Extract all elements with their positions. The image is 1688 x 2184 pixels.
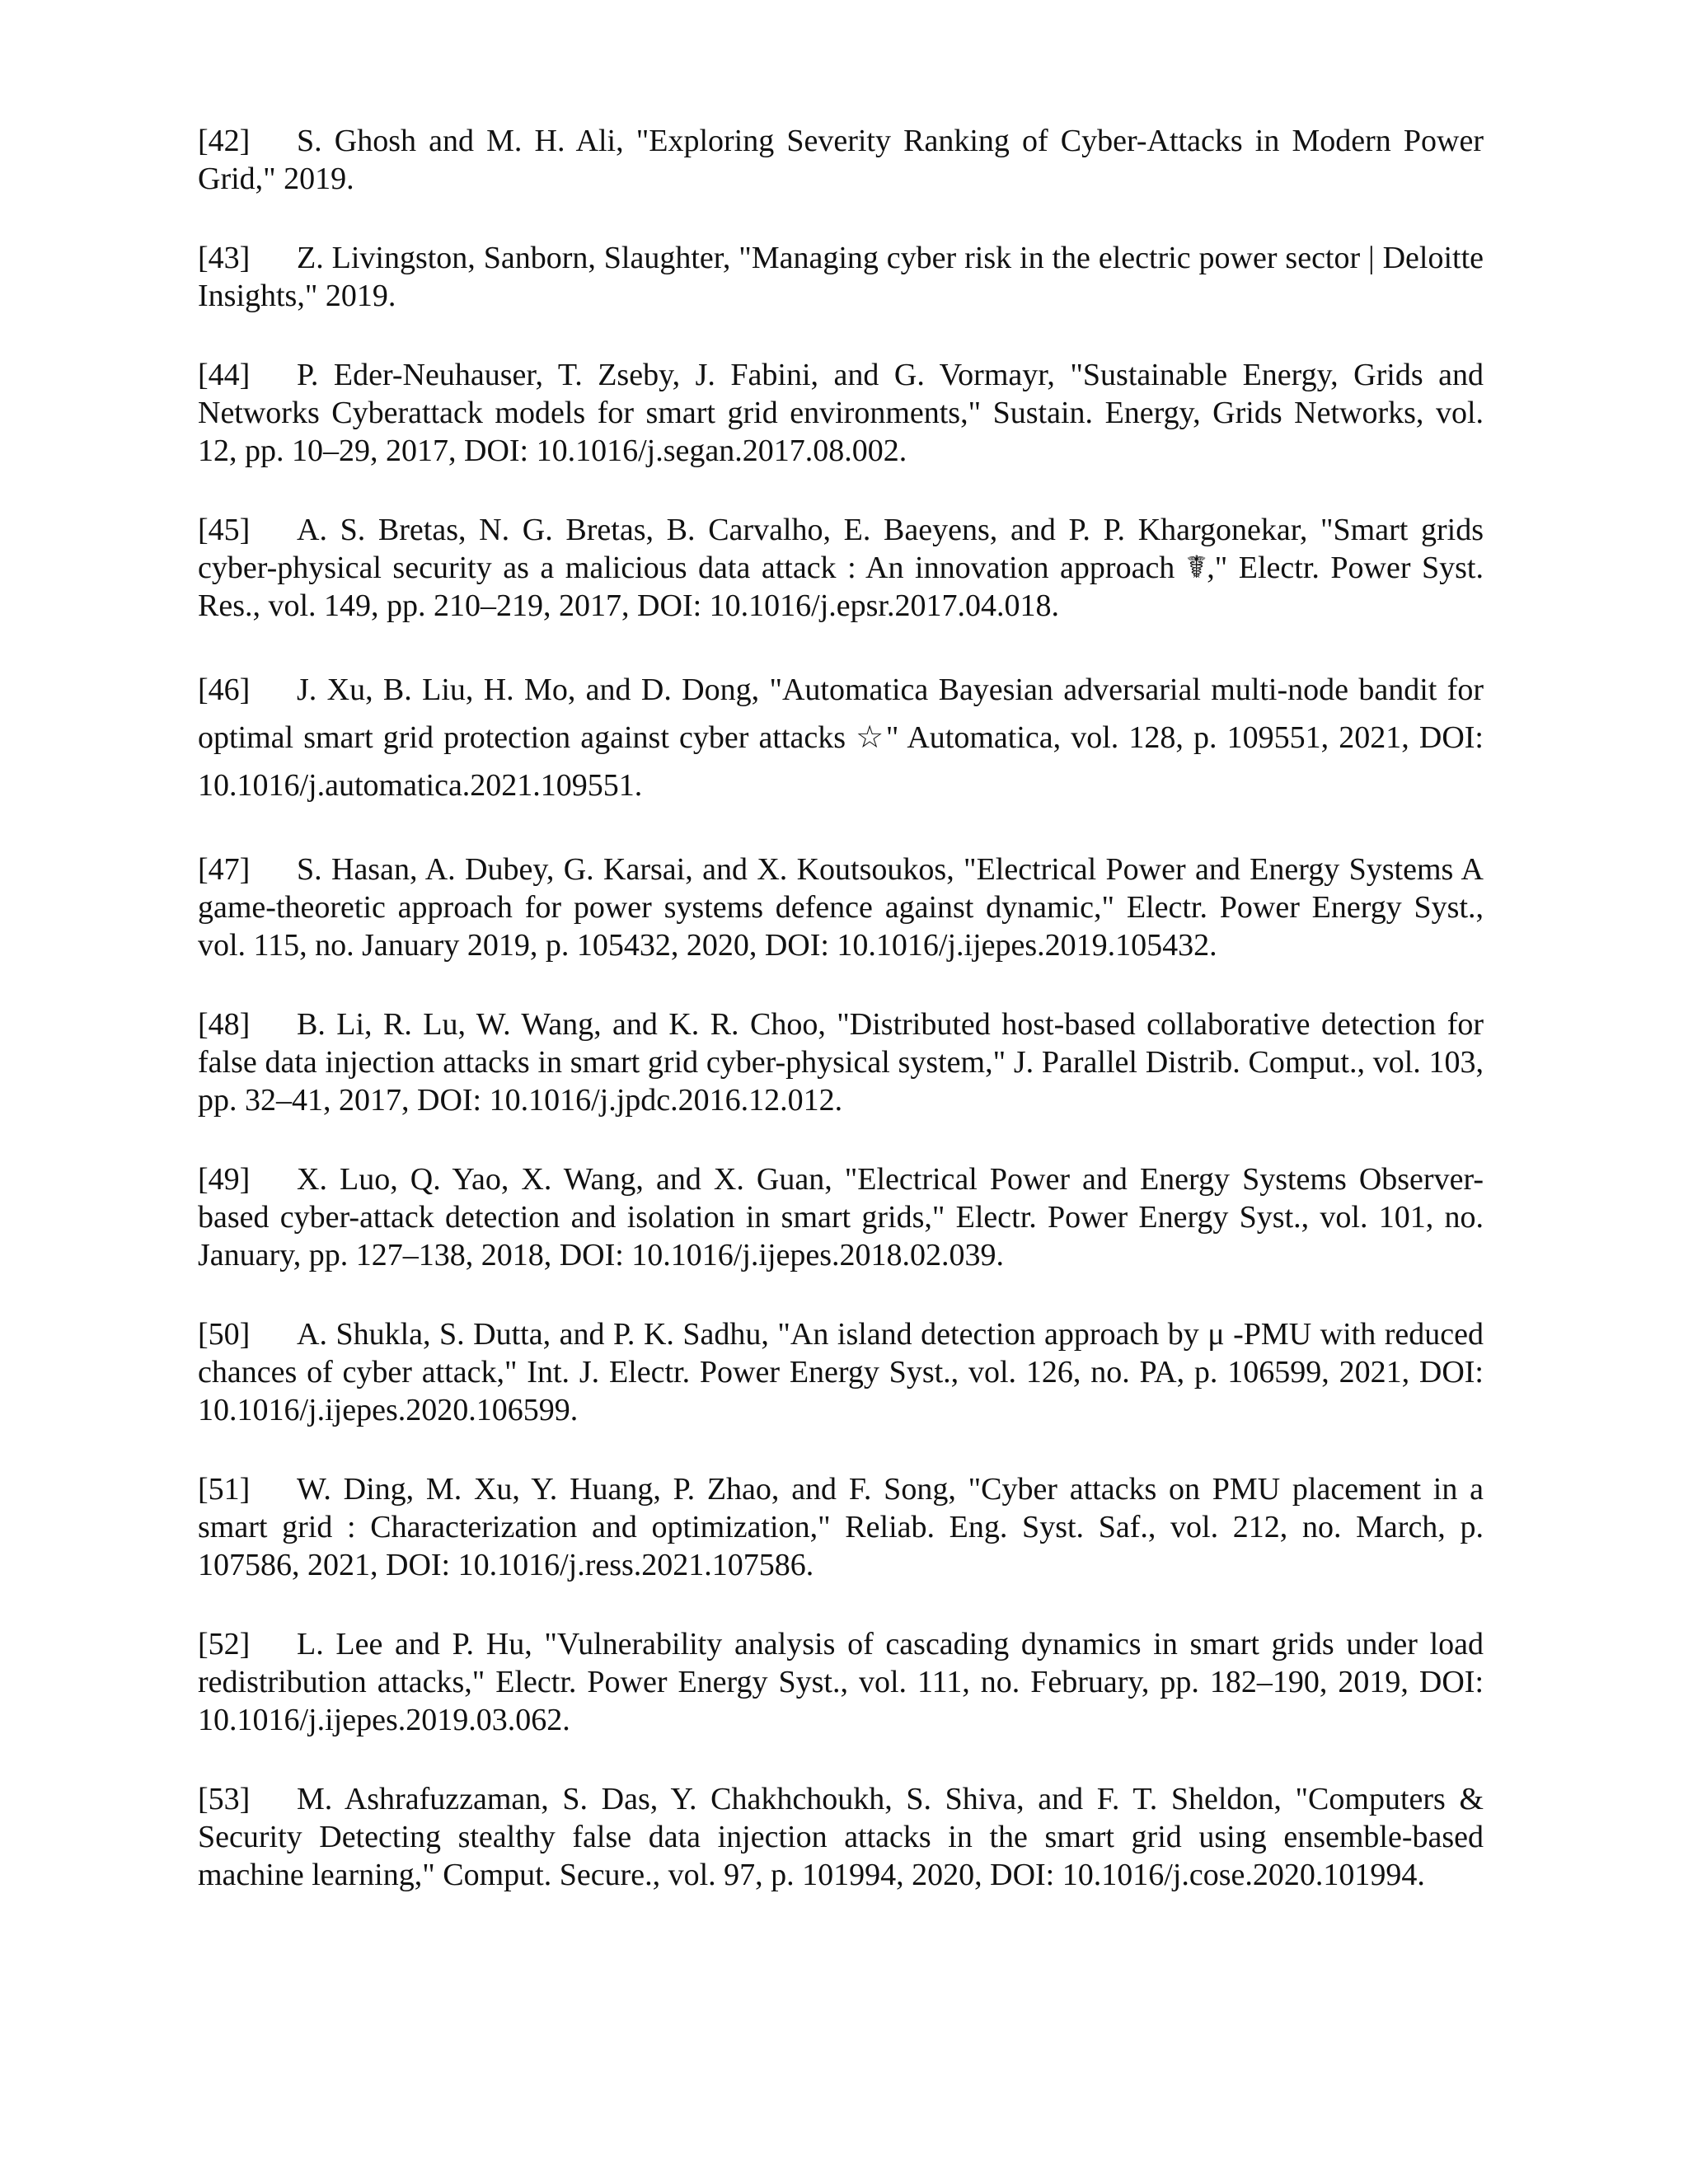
- reference-number: [50]: [198, 1317, 251, 1352]
- reference-item: [198, 356, 1484, 470]
- reference-text: W. Ding, M. Xu, Y. Huang, P. Zhao, and F. Song, "Cyber attacks on PMU placement in a smart grid : Characterization and optimization," Reliab. Eng. Syst. Saf., vol. 212, no. March, p. 107586, 2021, DOI: 10.1016/j.ress.2021.107586.: [198, 1472, 1484, 1582]
- reference-number: [51]: [198, 1472, 251, 1507]
- reference-number: [47]: [198, 852, 251, 887]
- reference-number: [48]: [198, 1007, 251, 1042]
- reference-text: S. Ghosh and M. H. Ali, "Exploring Severity Ranking of Cyber-Attacks in Modern Power Grid," 2019.: [198, 124, 1484, 196]
- reference-number: [44]: [198, 358, 251, 392]
- reference-text: L. Lee and P. Hu, "Vulnerability analysis of cascading dynamics in smart grids under load redistribution attacks," Electr. Power Energy Syst., vol. 111, no. February, pp. 182–190, 2019, DOI: 10.1016/j.ijepes.2019.03.062.: [198, 1627, 1484, 1737]
- reference-item: [198, 511, 1484, 625]
- reference-item: [198, 1470, 1484, 1584]
- reference-text: S. Hasan, A. Dubey, G. Karsai, and X. Koutsoukos, "Electrical Power and Energy Systems A game-theoretic approach for power systems defence against dynamic," Electr. Power Energy Syst., vol. 115, no. January 2019, p. 105432, 2020, DOI: 10.1016/j.ijepes.2019.105432.: [198, 852, 1484, 963]
- reference-item: [198, 1780, 1484, 1894]
- reference-text: A. Shukla, S. Dutta, and P. K. Sadhu, "An island detection approach by μ -PMU with reduced chances of cyber attack," Int. J. Electr. Power Energy Syst., vol. 126, no. PA, p. 106599, 2021, DOI: 10.1016/j.ijepes.2020.106599.: [198, 1317, 1484, 1427]
- reference-item: [198, 239, 1484, 315]
- reference-number: [42]: [198, 124, 251, 158]
- reference-text: X. Luo, Q. Yao, X. Wang, and X. Guan, "Electrical Power and Energy Systems Observer-based cyber-attack detection and isolation in smart grids," Electr. Power Energy Syst., vol. 101, no. January, pp. 127–138, 2018, DOI: 10.1016/j.ijepes.2018.02.039.: [198, 1162, 1484, 1272]
- reference-item: [198, 1005, 1484, 1119]
- reference-number: [53]: [198, 1782, 251, 1816]
- reference-item: [198, 1160, 1484, 1274]
- reference-number: [43]: [198, 241, 251, 275]
- reference-item: [198, 851, 1484, 964]
- reference-number: [45]: [198, 513, 251, 547]
- reference-item: [198, 1315, 1484, 1429]
- reference-number: [49]: [198, 1162, 251, 1197]
- reference-item: [198, 666, 1484, 809]
- reference-list: [198, 122, 1484, 1935]
- reference-text: Z. Livingston, Sanborn, Slaughter, "Managing cyber risk in the electric power sector | Deloitte Insights," 2019.: [198, 241, 1484, 313]
- reference-text: B. Li, R. Lu, W. Wang, and K. R. Choo, "Distributed host-based collaborative detection for false data injection attacks in smart grid cyber-physical system," J. Parallel Distrib. Comput., vol. 103, pp. 32–41, 2017, DOI: 10.1016/j.jpdc.2016.12.012.: [198, 1007, 1484, 1118]
- reference-item: [198, 122, 1484, 198]
- reference-text: J. Xu, B. Liu, H. Mo, and D. Dong, "Automatica Bayesian adversarial multi-node bandit for optimal smart grid protection against cyber attacks ☆" Automatica, vol. 128, p. 109551, 2021, DOI: 10.1016/j.automatica.2021.109551.: [198, 673, 1484, 803]
- reference-item: [198, 1625, 1484, 1739]
- reference-text: A. S. Bretas, N. G. Bretas, B. Carvalho, E. Baeyens, and P. P. Khargonekar, "Smart grids cyber-physical security as a malicious data attack : An innovation approach ☤," Electr. Power Syst. Res., vol. 149, pp. 210–219, 2017, DOI: 10.1016/j.epsr.2017.04.018.: [198, 513, 1484, 623]
- reference-text: M. Ashrafuzzaman, S. Das, Y. Chakhchoukh, S. Shiva, and F. T. Sheldon, "Computers & Security Detecting stealthy false data injection attacks in the smart grid using ensemble-based machine learning," Comput. Secure., vol. 97, p. 101994, 2020, DOI: 10.1016/j.cose.2020.101994.: [198, 1782, 1484, 1892]
- reference-number: [46]: [198, 673, 251, 707]
- reference-number: [52]: [198, 1627, 251, 1661]
- reference-text: P. Eder-Neuhauser, T. Zseby, J. Fabini, and G. Vormayr, "Sustainable Energy, Grids and Networks Cyberattack models for smart grid environments," Sustain. Energy, Grids Networks, vol. 12, pp. 10–29, 2017, DOI: 10.1016/j.segan.2017.08.002.: [198, 358, 1484, 468]
